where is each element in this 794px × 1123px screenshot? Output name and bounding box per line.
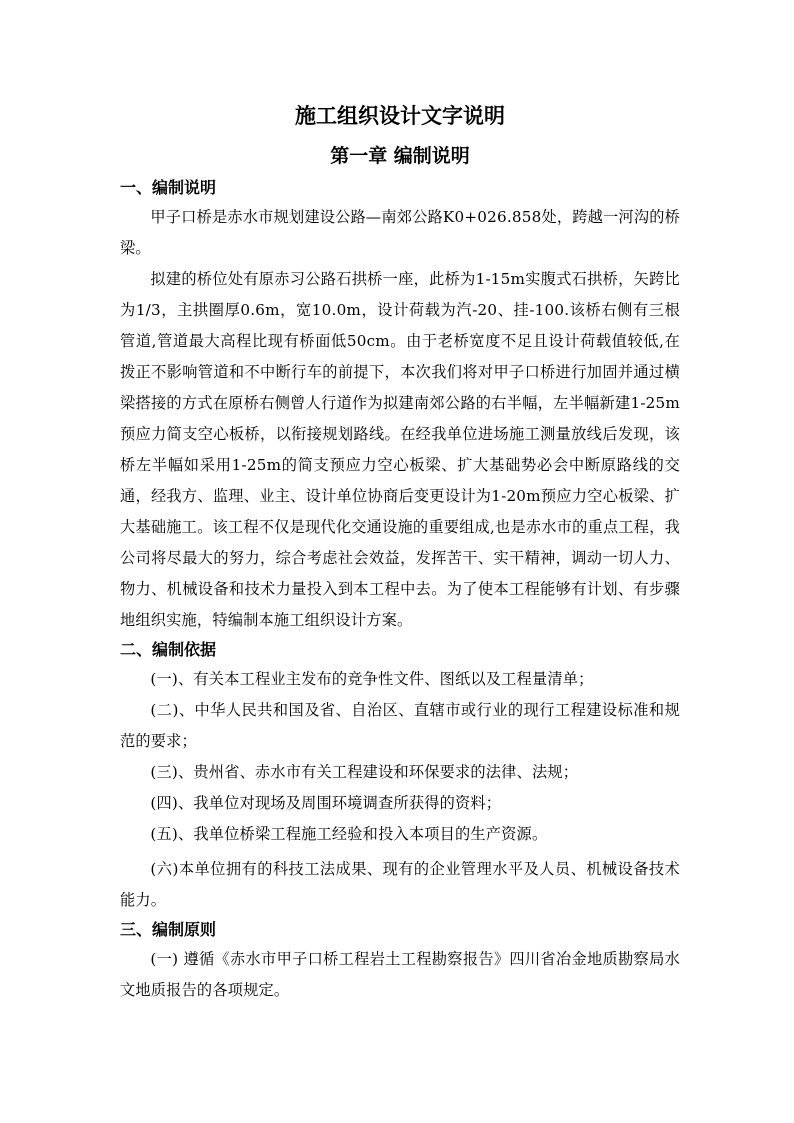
section-heading: 二、编制依据: [120, 640, 217, 659]
list-item: (五)、我单位桥梁工程施工经验和投入本项目的生产资源。: [150, 825, 548, 843]
list-item: (四)、我单位对现场及周围环境调查所获得的资料；: [150, 794, 502, 812]
paragraph: 拟建的桥位处有原赤习公路石拱桥一座，此桥为1-15m实腹式石拱桥，矢跨比为1/3，主拱圈厚0.6m，宽10.0m，设计荷载为汽-20、挂-100.该桥右侧有三根管道,管道最大高程比现有桥面低50cm。由于老桥宽度不足且设计荷载值较低,在拨正不影响管道和不中断行车的前提下，本次我们将对甲子口桥进行加固并通过横梁搭接的方式在原桥右侧曾人行道作为拟建南郊公路的右半幅，左半幅新建1-25m预应力简支空心板桥，以衔接规划路线。在经我单位进场施工测量放线后发现，该桥左半幅如采用1-25m的简支预应力空心板梁、扩大基础势必会中断原路线的交通，经我方、监理、业主、设计单位协商后变更设计为1-20m预应力空心板梁、扩大基础施工。该工程不仅是现代化交通设施的重要组成,也是赤水市的重点工程，我公司将尽最大的努力，综合考虑社会效益，发挥苦干、实干精神，调动一切人力、物力、机械设备和技术力量投入到本工程中去。为了使本工程能够有计划、有步骤地组织实施，特编制本施工组织设计方案。: [120, 270, 680, 629]
section-heading: 一、编制说明: [120, 178, 217, 197]
list-item: (六)本单位拥有的科技工法成果、现有的企业管理水平及人员、机械设备技术能力。: [120, 860, 680, 909]
list-item: (一)、有关本工程业主发布的竞争性文件、图纸以及工程量清单；: [150, 670, 594, 688]
document-title: 施工组织设计文字说明: [295, 103, 505, 128]
list-item: (二)、中华人民共和国及省、自治区、直辖市或行业的现行工程建设标准和规范的要求；: [120, 701, 680, 750]
paragraph: 甲子口桥是赤水市规划建设公路—南郊公路K0+026.858处，跨越一河沟的桥梁。: [120, 208, 680, 257]
list-item: (三)、贵州省、赤水市有关工程建设和环保要求的法律、法规；: [150, 763, 579, 781]
section-compilation-basis: [120, 636, 680, 916]
section-compilation-principles: [120, 916, 680, 1006]
section-heading: 三、编制原则: [120, 920, 217, 939]
list-item: (一) 遵循《赤水市甲子口桥工程岩土工程勘察报告》四川省冶金地质勘察局水文地质报告的各项规定。: [120, 950, 680, 999]
section-compilation-description: [120, 174, 680, 636]
document-page: [120, 100, 680, 1006]
chapter-title: 第一章 编制说明: [330, 145, 470, 167]
